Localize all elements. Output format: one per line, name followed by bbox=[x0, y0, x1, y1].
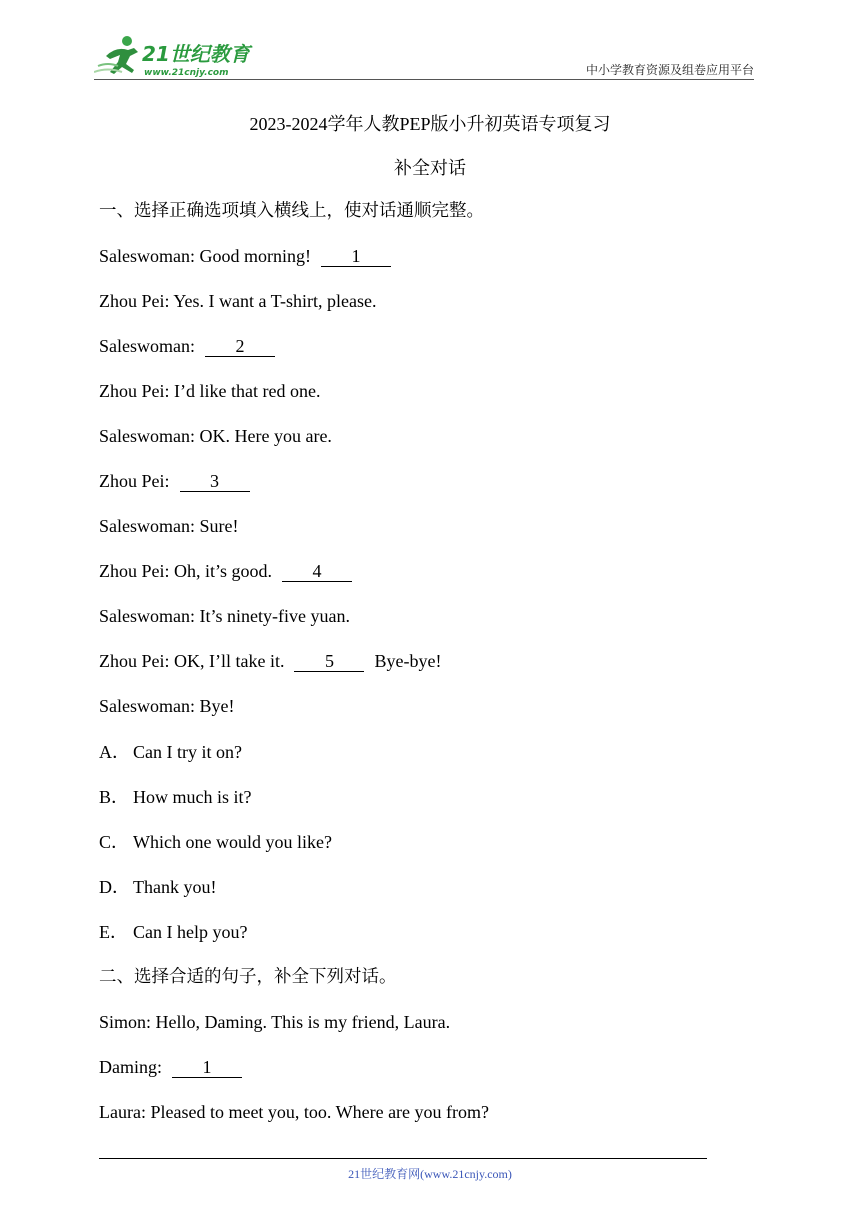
section1-dialogue-line bbox=[99, 334, 275, 358]
runner-icon bbox=[94, 36, 138, 74]
dialogue-text: Saleswoman: Bye! bbox=[99, 696, 235, 716]
dialogue-text: Zhou Pei: I’d like that red one. bbox=[99, 381, 321, 401]
answer-blank: 1 bbox=[321, 246, 391, 267]
logo-21cnjy bbox=[94, 34, 264, 80]
dialogue-text: Simon: Hello, Daming. This is my friend, Laura. bbox=[99, 1012, 451, 1032]
dialogue-text: Daming: bbox=[99, 1057, 162, 1077]
document-subtitle: 补全对话 bbox=[394, 158, 466, 178]
header-divider bbox=[94, 79, 754, 80]
option-text: Thank you! bbox=[133, 877, 217, 897]
option-item bbox=[99, 785, 252, 809]
option-item bbox=[99, 875, 216, 899]
option-item bbox=[99, 740, 242, 764]
document-title: 2023-2024学年人教PEP版小升初英语专项复习 bbox=[249, 114, 611, 134]
logo-text: 21世纪教育 bbox=[142, 42, 250, 66]
option-letter: A． bbox=[99, 742, 130, 762]
dialogue-text: Saleswoman: Sure! bbox=[99, 516, 239, 536]
option-text: How much is it? bbox=[133, 787, 252, 807]
header-platform-text: 中小学教育资源及组卷应用平台 bbox=[585, 63, 754, 77]
dialogue-text: Saleswoman: It’s ninety-five yuan. bbox=[99, 606, 350, 626]
dialogue-text: Zhou Pei: Oh, it’s good. bbox=[99, 561, 273, 581]
option-text: Can I try it on? bbox=[133, 742, 242, 762]
section2-dialogue-line bbox=[99, 1055, 242, 1079]
answer-blank: 4 bbox=[282, 561, 352, 582]
dialogue-text: Zhou Pei: Yes. I want a T-shirt, please. bbox=[99, 291, 377, 311]
option-item bbox=[99, 830, 332, 854]
section2-dialogue-line bbox=[99, 1100, 489, 1124]
option-letter: D． bbox=[99, 877, 130, 897]
section1-dialogue-line bbox=[99, 649, 441, 673]
section1-dialogue-line bbox=[99, 379, 320, 403]
section1-dialogue-line bbox=[99, 244, 391, 268]
dialogue-text: Zhou Pei: bbox=[99, 471, 170, 491]
page-header bbox=[0, 0, 860, 90]
section1-dialogue-line bbox=[99, 559, 352, 583]
section1-dialogue-line bbox=[99, 604, 350, 628]
option-text: Can I help you? bbox=[133, 922, 248, 942]
section1-dialogue-line bbox=[99, 289, 376, 313]
section2-heading: 二、选择合适的句子，补全下列对话。 bbox=[99, 967, 397, 987]
option-text: Which one would you like? bbox=[133, 832, 332, 852]
section1-dialogue-line bbox=[99, 469, 250, 493]
section1-dialogue-line bbox=[99, 424, 332, 448]
section2-dialogue-line bbox=[99, 1010, 450, 1034]
footer-source: 21世纪教育网(www.21cnjy.com) bbox=[348, 1167, 512, 1181]
answer-blank: 2 bbox=[205, 336, 275, 357]
dialogue-text: Saleswoman: bbox=[99, 336, 195, 356]
answer-blank: 1 bbox=[172, 1057, 242, 1078]
dialogue-text: Laura: Pleased to meet you, too. Where are you from? bbox=[99, 1102, 490, 1122]
answer-blank: 5 bbox=[294, 651, 364, 672]
section1-dialogue-line bbox=[99, 514, 238, 538]
dialogue-text: Saleswoman: Good morning! bbox=[99, 246, 311, 266]
option-letter: C． bbox=[99, 832, 130, 852]
dialogue-text: Zhou Pei: OK, I’ll take it. bbox=[99, 651, 285, 671]
logo-url: www.21cnjy.com bbox=[144, 68, 229, 78]
section1-heading: 一、选择正确选项填入横线上，使对话通顺完整。 bbox=[99, 201, 484, 221]
dialogue-text-after: Bye-bye! bbox=[374, 651, 442, 671]
option-letter: E． bbox=[99, 922, 128, 942]
option-item bbox=[99, 920, 247, 944]
dialogue-text: Saleswoman: OK. Here you are. bbox=[99, 426, 332, 446]
section1-dialogue-line bbox=[99, 694, 234, 718]
footer-divider bbox=[99, 1158, 707, 1159]
answer-blank: 3 bbox=[180, 471, 250, 492]
option-letter: B． bbox=[99, 787, 130, 807]
